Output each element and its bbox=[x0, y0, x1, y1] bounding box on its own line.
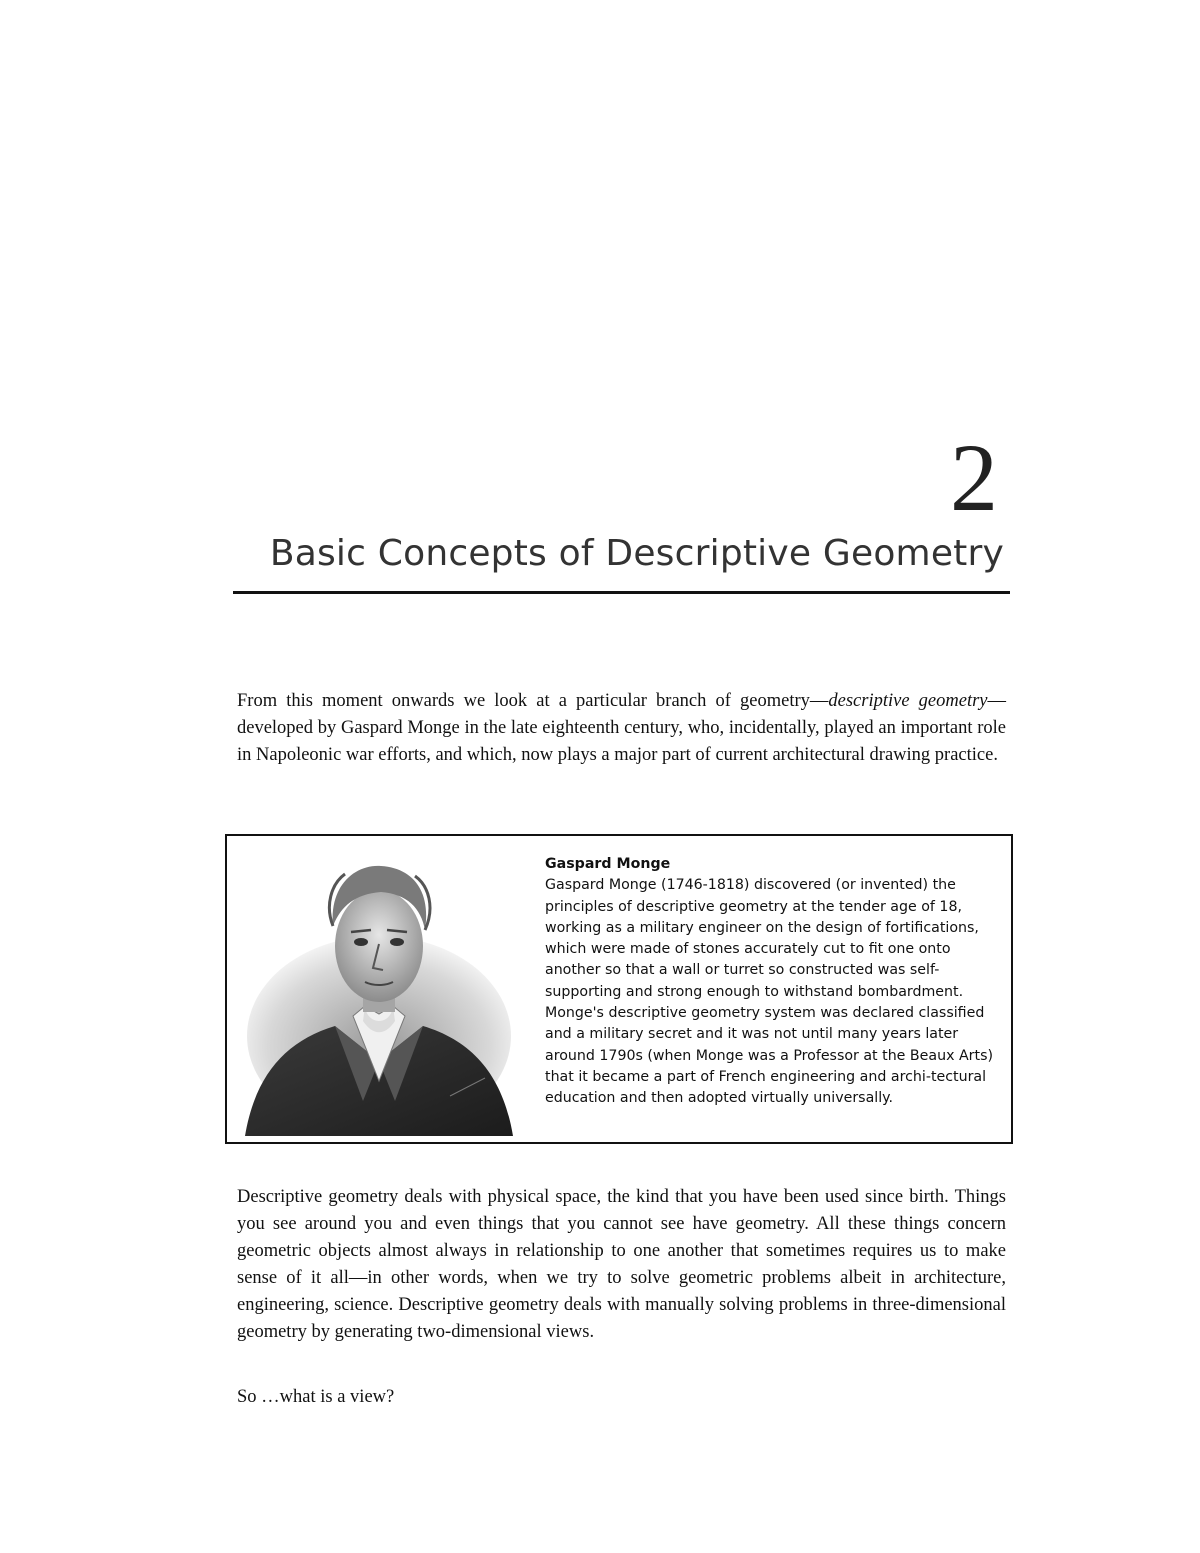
body-paragraph: Descriptive geometry deals with physical space, the kind that you have been used since birth. Things you see around you and even things that you cannot see have geometry. All these things concern geometric objects almost always in relationship to one another that sometimes requires us to make sense of it all—in other words, when we try to solve geometric problems albeit in architecture, engineering, science. Descriptive geometry deals with manually solving problems in three-dimensional geometry by generating two-dimensional views. bbox=[237, 1187, 1006, 1342]
sidebar-body: Gaspard Monge (1746-1818) discovered (or invented) the principles of descriptive geometry at the tender age of 18, working as a military engineer on the design of fortifications, which were made of stones accurately cut to fit one onto another so that a wall or turret so constructed was self-supporting and strong enough to withstand bombardment. Monge's descriptive geometry system was declared classified and a military secret and it was not until many years later around 1790s (when Monge was a Professor at the Beaux Arts) that it became a part of French engineering and archi-tectural education and then adopted virtually universally. bbox=[545, 877, 994, 1107]
chapter-rule bbox=[233, 591, 1010, 594]
monge-sidebar bbox=[225, 834, 1013, 1144]
sidebar-text bbox=[545, 854, 997, 1110]
intro-emphasis: descriptive geometry bbox=[828, 691, 988, 711]
portrait-engraving-icon bbox=[245, 846, 513, 1136]
chapter-number: 2 bbox=[950, 424, 998, 531]
sidebar-heading: Gaspard Monge bbox=[545, 856, 671, 872]
closing-question: So …what is a view? bbox=[237, 1387, 395, 1407]
intro-text-before: From this moment onwards we look at a particular branch of geometry— bbox=[237, 691, 829, 711]
intro-paragraph bbox=[237, 688, 1006, 769]
chapter-title: Basic Concepts of Descriptive Geometry bbox=[269, 533, 1004, 574]
intro-text-after: —developed by Gaspard Monge in the late eighteenth century, who, incidentally, played an important role in Napoleonic war efforts, and which, now plays a major part of current architectural drawing practice. bbox=[237, 691, 1007, 765]
